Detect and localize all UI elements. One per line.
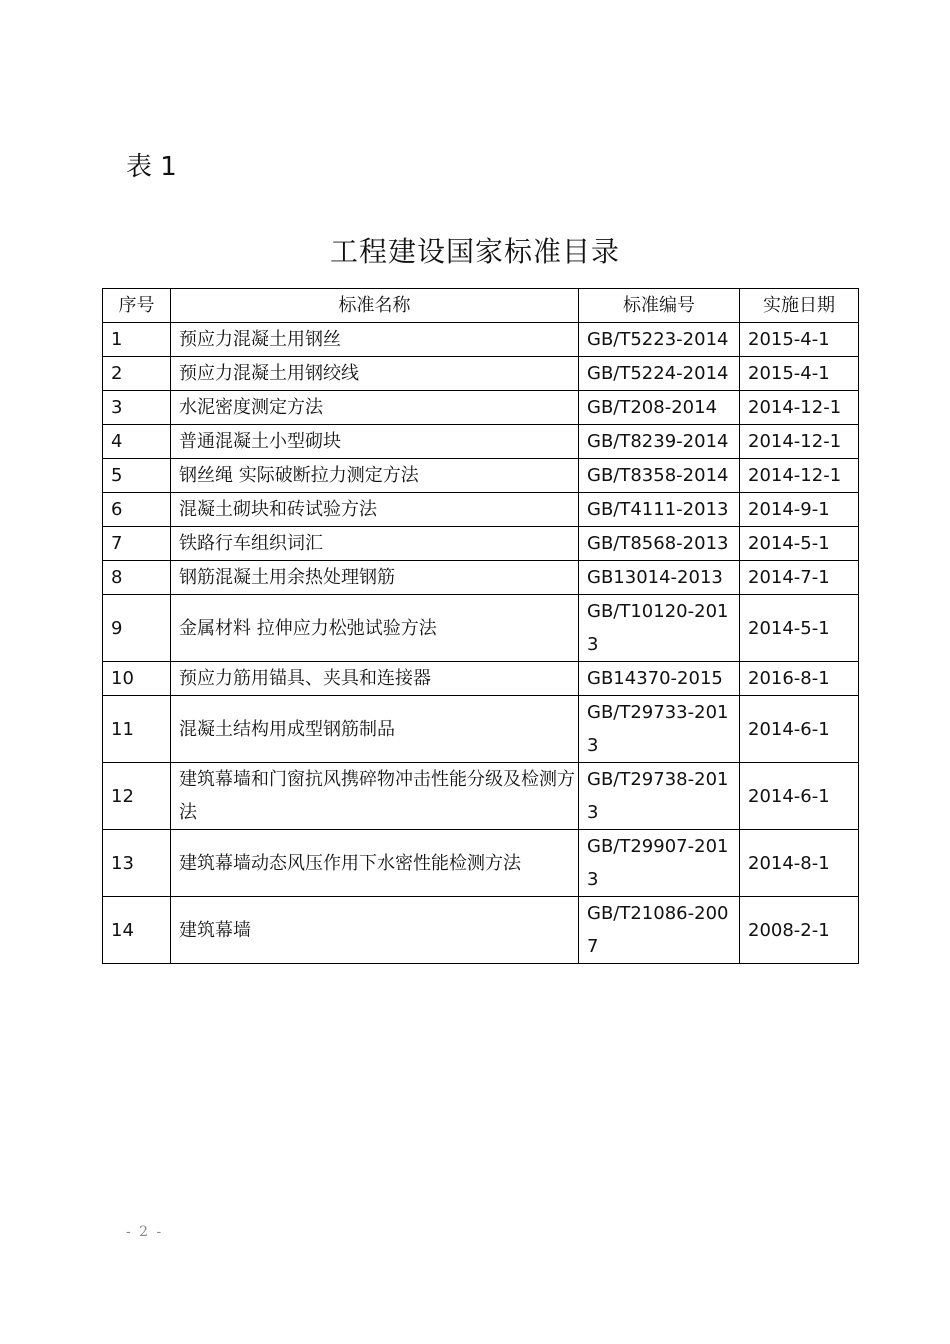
name-cell: 钢筋混凝土用余热处理钢筋 bbox=[171, 561, 579, 595]
seq-cell: 1 bbox=[103, 323, 171, 357]
code-cell: GB/T29907-2013 bbox=[579, 830, 740, 897]
table-row bbox=[103, 696, 859, 763]
seq-cell: 8 bbox=[103, 561, 171, 595]
table-row bbox=[103, 459, 859, 493]
date-cell: 2016-8-1 bbox=[740, 662, 859, 696]
document-title: 工程建设国家标准目录 bbox=[329, 235, 620, 268]
seq-cell: 7 bbox=[103, 527, 171, 561]
seq-cell: 9 bbox=[103, 595, 171, 662]
date-cell: 2014-9-1 bbox=[740, 493, 859, 527]
seq-cell: 6 bbox=[103, 493, 171, 527]
name-cell: 金属材料 拉伸应力松弛试验方法 bbox=[171, 595, 579, 662]
table-row bbox=[103, 493, 859, 527]
code-cell: GB/T8239-2014 bbox=[579, 425, 740, 459]
name-cell: 建筑幕墙和门窗抗风携碎物冲击性能分级及检测方法 bbox=[171, 763, 579, 830]
name-cell: 混凝土砌块和砖试验方法 bbox=[171, 493, 579, 527]
date-cell: 2014-12-1 bbox=[740, 391, 859, 425]
name-cell: 水泥密度测定方法 bbox=[171, 391, 579, 425]
date-cell: 2014-6-1 bbox=[740, 696, 859, 763]
name-cell: 预应力混凝土用钢丝 bbox=[171, 323, 579, 357]
name-cell: 建筑幕墙动态风压作用下水密性能检测方法 bbox=[171, 830, 579, 897]
seq-cell: 2 bbox=[103, 357, 171, 391]
date-cell: 2015-4-1 bbox=[740, 323, 859, 357]
table-row bbox=[103, 897, 859, 964]
code-cell: GB/T8358-2014 bbox=[579, 459, 740, 493]
date-cell: 2014-6-1 bbox=[740, 763, 859, 830]
seq-cell: 3 bbox=[103, 391, 171, 425]
code-cell: GB/T29733-2013 bbox=[579, 696, 740, 763]
code-cell: GB/T208-2014 bbox=[579, 391, 740, 425]
name-cell: 预应力筋用锚具、夹具和连接器 bbox=[171, 662, 579, 696]
date-cell: 2014-12-1 bbox=[740, 459, 859, 493]
header-seq: 序号 bbox=[103, 289, 171, 323]
code-cell: GB14370-2015 bbox=[579, 662, 740, 696]
date-cell: 2014-7-1 bbox=[740, 561, 859, 595]
table-row bbox=[103, 323, 859, 357]
code-cell: GB/T5224-2014 bbox=[579, 357, 740, 391]
header-code: 标准编号 bbox=[579, 289, 740, 323]
table-row bbox=[103, 357, 859, 391]
table-row bbox=[103, 763, 859, 830]
table-row bbox=[103, 662, 859, 696]
date-cell: 2008-2-1 bbox=[740, 897, 859, 964]
code-cell: GB13014-2013 bbox=[579, 561, 740, 595]
seq-cell: 10 bbox=[103, 662, 171, 696]
table-body bbox=[103, 323, 859, 964]
name-cell: 预应力混凝土用钢绞线 bbox=[171, 357, 579, 391]
table-row bbox=[103, 425, 859, 459]
name-cell: 建筑幕墙 bbox=[171, 897, 579, 964]
name-cell: 混凝土结构用成型钢筋制品 bbox=[171, 696, 579, 763]
standards-table bbox=[102, 288, 859, 964]
seq-cell: 14 bbox=[103, 897, 171, 964]
code-cell: GB/T10120-2013 bbox=[579, 595, 740, 662]
table-label: 表 1 bbox=[126, 152, 177, 182]
seq-cell: 5 bbox=[103, 459, 171, 493]
name-cell: 普通混凝土小型砌块 bbox=[171, 425, 579, 459]
date-cell: 2015-4-1 bbox=[740, 357, 859, 391]
table-row bbox=[103, 527, 859, 561]
table-row bbox=[103, 561, 859, 595]
table-header-row bbox=[103, 289, 859, 323]
table-row bbox=[103, 830, 859, 897]
seq-cell: 4 bbox=[103, 425, 171, 459]
code-cell: GB/T29738-2013 bbox=[579, 763, 740, 830]
seq-cell: 13 bbox=[103, 830, 171, 897]
code-cell: GB/T8568-2013 bbox=[579, 527, 740, 561]
seq-cell: 11 bbox=[103, 696, 171, 763]
date-cell: 2014-5-1 bbox=[740, 595, 859, 662]
date-cell: 2014-5-1 bbox=[740, 527, 859, 561]
date-cell: 2014-12-1 bbox=[740, 425, 859, 459]
date-cell: 2014-8-1 bbox=[740, 830, 859, 897]
table-row bbox=[103, 391, 859, 425]
page-number: - 2 - bbox=[126, 1224, 164, 1240]
code-cell: GB/T21086-2007 bbox=[579, 897, 740, 964]
header-name: 标准名称 bbox=[171, 289, 579, 323]
name-cell: 铁路行车组织词汇 bbox=[171, 527, 579, 561]
seq-cell: 12 bbox=[103, 763, 171, 830]
code-cell: GB/T4111-2013 bbox=[579, 493, 740, 527]
code-cell: GB/T5223-2014 bbox=[579, 323, 740, 357]
header-date: 实施日期 bbox=[740, 289, 859, 323]
table-row bbox=[103, 595, 859, 662]
name-cell: 钢丝绳 实际破断拉力测定方法 bbox=[171, 459, 579, 493]
